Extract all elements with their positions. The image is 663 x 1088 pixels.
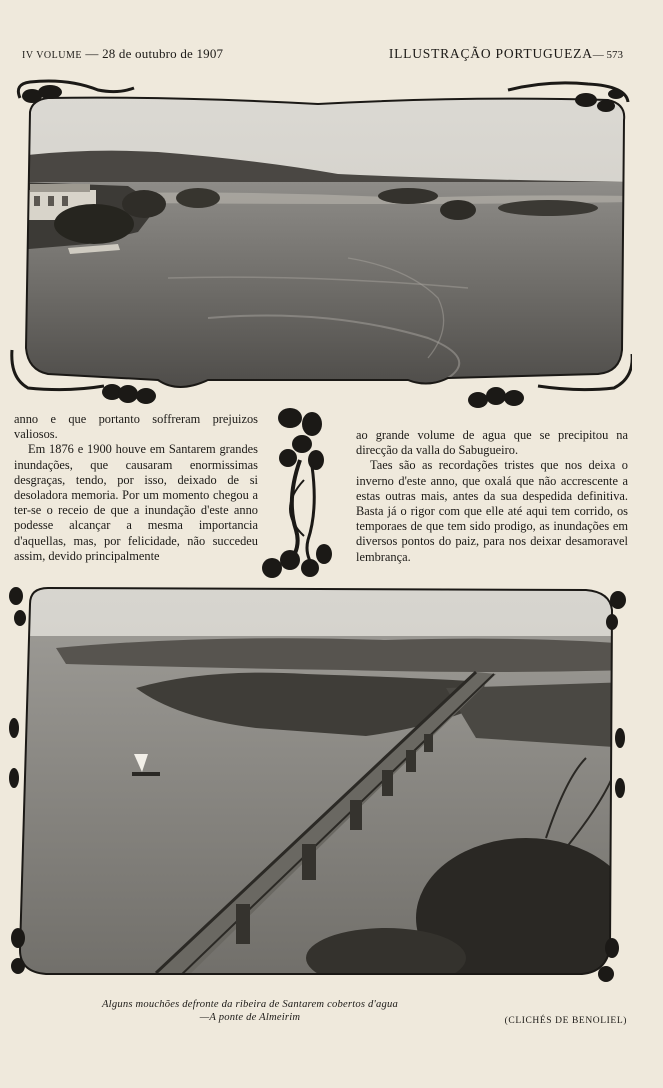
paragraph: Taes são as recordações tristes que nos deixa o inverno d'este anno, que oxalá que não accrescente a estas outras mais, antes da sua despedida definitiva. Basta já o rigor com que elle até aqui tem corrido, os temporaes de que tem sido prodigo, as inundações em diversos pontos do paiz, para nos deixar desamoravel lembrança. bbox=[356, 458, 628, 564]
page-number: — 573 bbox=[592, 49, 623, 61]
bridge-photo-image bbox=[6, 578, 630, 992]
text-column-left bbox=[14, 412, 258, 564]
paragraph: Em 1876 e 1900 houve em Santarem grandes inundações, que causaram enormissimas desgraças, tendo, por isso, deixado de si desoladora memoria. Por um momento chegou a ter-se o receio de que a inundação d'este anno podesse alcançar a mesma importancia d'aquellas, mas, por felicidade, não succedeu assim, devido principalmente bbox=[14, 442, 258, 563]
journal-title: ILLUSTRAÇÃO PORTUGUEZA bbox=[388, 46, 593, 61]
volume-label: IV VOLUME bbox=[22, 50, 82, 61]
photo-ponte-almeirim bbox=[6, 578, 630, 992]
flood-photo-image bbox=[8, 78, 632, 418]
text-column-right bbox=[356, 428, 628, 565]
photo-credit: (CLICHÉS DE BENOLIEL) bbox=[504, 1016, 627, 1026]
paragraph: anno e que portanto soffreram prejuizos valiosos. bbox=[14, 412, 258, 442]
caption-line-2: —A ponte de Almeirim bbox=[199, 1012, 301, 1023]
running-header-right bbox=[389, 46, 623, 62]
art-nouveau-ornament bbox=[256, 400, 344, 584]
paragraph: ao grande volume de agua que se precipitou na direcção da valla do Sabugueiro. bbox=[356, 428, 628, 458]
issue-date: — 28 de outubro de 1907 bbox=[85, 46, 224, 61]
running-header-left bbox=[22, 46, 223, 62]
photo-caption bbox=[100, 998, 400, 1024]
photo-flooded-santarem bbox=[8, 78, 632, 418]
caption-line-1: Alguns mouchões defronte da ribeira de Santarem cobertos d'agua bbox=[102, 999, 398, 1010]
